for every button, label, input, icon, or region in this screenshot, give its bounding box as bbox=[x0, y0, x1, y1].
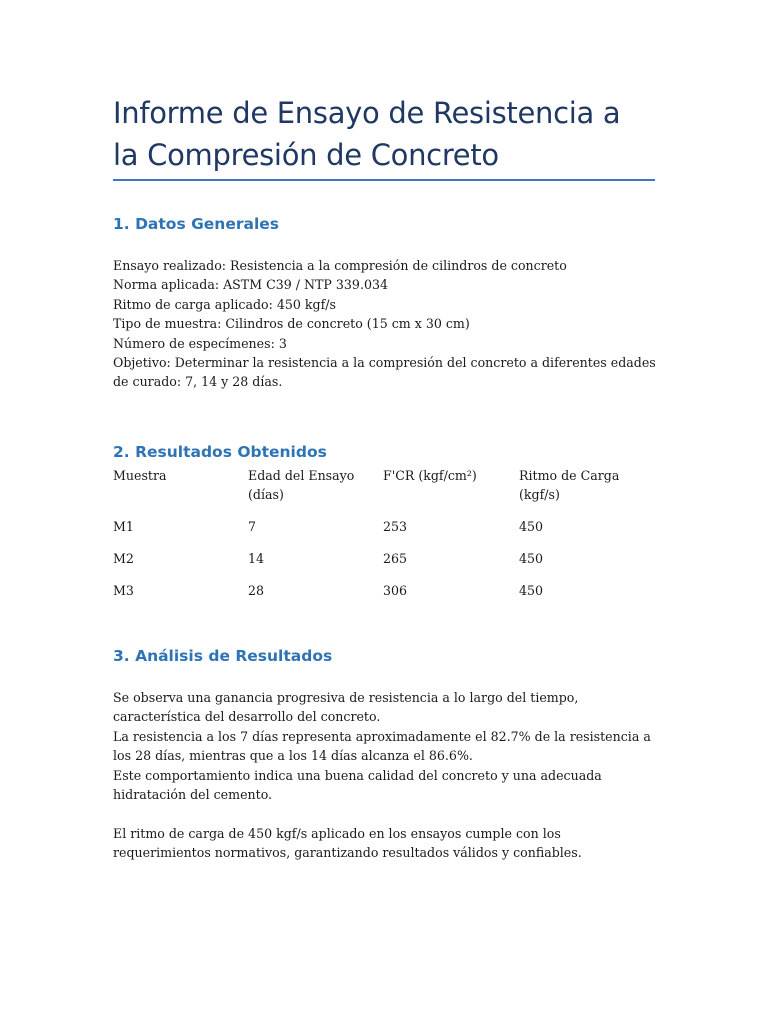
table-cell: M1 bbox=[113, 519, 134, 534]
section-heading-analysis: 3. Análisis de Resultados bbox=[113, 647, 333, 665]
analysis-line: Este comportamiento indica una buena calidad del concreto y una adecuada hidratación del cemento. bbox=[113, 767, 602, 803]
table-cell: M2 bbox=[113, 551, 134, 566]
table-header-sample: Muestra bbox=[113, 468, 167, 483]
document-title: Informe de Ensayo de Resistencia a la Compresión de Concreto bbox=[113, 96, 621, 172]
section-heading-results: 2. Resultados Obtenidos bbox=[113, 443, 327, 461]
analysis-line: La resistencia a los 7 días representa aproximadamente el 82.7% de la resistencia a los 28 días, mientras que a los 14 días alcanza el 86.6%. bbox=[113, 728, 651, 764]
general-data-block bbox=[113, 256, 658, 392]
table-header-fcr: F'CR (kgf/cm²) bbox=[383, 468, 477, 483]
analysis-conclusion: El ritmo de carga de 450 kgf/s aplicado en los ensayos cumple con los requerimientos normativos, garantizando resultados válidos y confiables. bbox=[113, 825, 582, 861]
table-cell: M3 bbox=[113, 583, 134, 598]
title-underline bbox=[113, 179, 655, 181]
analysis-line: Se observa una ganancia progresiva de resistencia a lo largo del tiempo, característica del desarrollo del concreto. bbox=[113, 690, 579, 725]
analysis-block bbox=[113, 688, 658, 863]
table-cell: 14 bbox=[248, 551, 265, 566]
general-line-specimen-count: Número de especímenes: 3 bbox=[113, 335, 287, 351]
general-line-sample-type: Tipo de muestra: Cilindros de concreto (15 cm x 30 cm) bbox=[113, 316, 470, 332]
table-header-age: Edad del Ensayo (días) bbox=[248, 468, 355, 503]
table-cell: 7 bbox=[248, 519, 257, 534]
table-cell: 265 bbox=[383, 551, 408, 566]
table-cell: 450 bbox=[519, 583, 544, 598]
paragraph-spacer bbox=[113, 804, 658, 823]
table-cell: 28 bbox=[248, 583, 265, 598]
table-cell: 450 bbox=[519, 519, 544, 534]
table-header-load-rate: Ritmo de Carga (kgf/s) bbox=[519, 468, 620, 503]
table-cell: 253 bbox=[383, 519, 408, 534]
general-line-load-rate: Ritmo de carga aplicado: 450 kgf/s bbox=[113, 296, 336, 312]
table-cell: 450 bbox=[519, 551, 544, 566]
section-heading-general: 1. Datos Generales bbox=[113, 215, 280, 233]
general-line-test: Ensayo realizado: Resistencia a la compresión de cilindros de concreto bbox=[113, 258, 567, 273]
general-line-standard: Norma aplicada: ASTM C39 / NTP 339.034 bbox=[113, 277, 388, 293]
general-line-objective: Objetivo: Determinar la resistencia a la compresión del concreto a diferentes edades de curado: 7, 14 y 28 días. bbox=[113, 355, 656, 390]
table-cell: 306 bbox=[383, 583, 408, 598]
